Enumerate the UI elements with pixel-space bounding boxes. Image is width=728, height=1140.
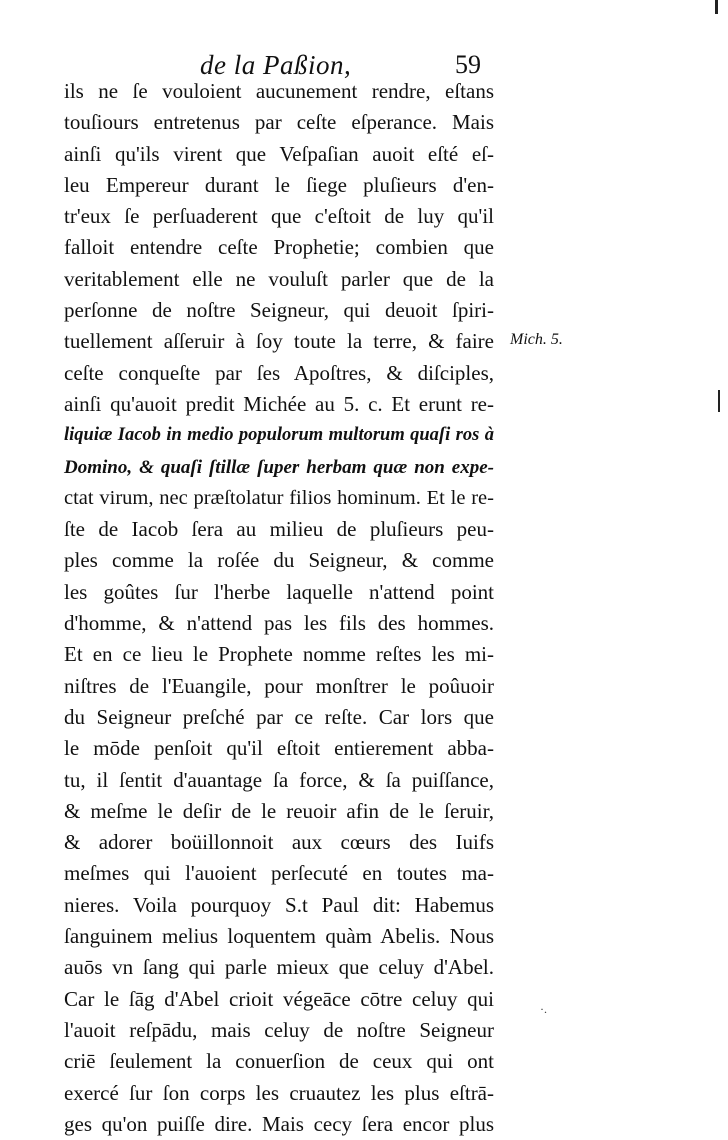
scan-edge-mark bbox=[715, 0, 718, 14]
running-title: de la Paßion, bbox=[200, 50, 352, 80]
text-line-17: les goûtes ſur l'herbe laquelle n'attend point bbox=[64, 579, 494, 604]
text-line-1: ils ne ſe vouloient aucunement rendre, eſtans bbox=[64, 79, 494, 103]
text-line-28: ſanguinem melius loquentem quàm Abelis. Nous bbox=[64, 924, 494, 949]
text-line-4: leu Empereur durant le ſiege pluſieurs d'en- bbox=[64, 172, 494, 197]
scan-edge-mark-middle bbox=[718, 390, 720, 412]
margin-note: Mich. 5. bbox=[510, 331, 563, 348]
body-text bbox=[64, 76, 494, 1140]
text-line-7: veritablement elle ne vouluſt parler que de la bbox=[64, 266, 494, 291]
text-line-27: nieres. Voila pourquoy S.t Paul dit: Habemus bbox=[64, 892, 494, 917]
text-line-26: meſmes qui l'auoient perſecuté en toutes ma- bbox=[64, 861, 494, 886]
text-line-29: auōs vn ſang qui parle mieux que celuy d'Abel. bbox=[64, 955, 494, 980]
text-line-8: perſonne de noſtre Seigneur, qui deuoit ſpiri- bbox=[64, 298, 494, 323]
text-line-5: tr'eux ſe perſuaderent que c'eſtoit de luy qu'il bbox=[64, 204, 494, 229]
text-line-14: ctat virum, nec præſtolatur filios hominum. Et le re- bbox=[64, 486, 494, 509]
text-line-11: ainſi qu'auoit predit Michée au 5. c. Et erunt re- bbox=[64, 391, 494, 416]
text-line-30: Car le ſāg d'Abel crioit végeāce cōtre celuy qui bbox=[64, 986, 494, 1011]
text-line-33: exercé ſur ſon corps les cruautez les plus eſtrā- bbox=[64, 1080, 494, 1105]
text-line-10: ceſte conqueſte par ſes Apoſtres, & diſciples, bbox=[64, 360, 494, 385]
page-number: 59 bbox=[455, 50, 481, 79]
text-line-2: touſiours entretenus par ceſte eſperance. Mais bbox=[64, 110, 494, 135]
text-line-19: Et en ce lieu le Prophete nomme reſtes les mi- bbox=[64, 642, 494, 667]
text-line-31: l'auoit reſpādu, mais celuy de noſtre Seigneur bbox=[64, 1017, 494, 1042]
text-line-9: tuellement aſſeruir à ſoy toute la terre, & faire bbox=[64, 329, 494, 354]
text-line-34: ges qu'on puiſſe dire. Mais cecy ſera encor plus bbox=[64, 1111, 494, 1136]
text-line-20: niſtres de l'Euangile, pour monſtrer le poûuoir bbox=[64, 673, 494, 698]
text-line-22: le mōde penſoit qu'il eſtoit entierement abba- bbox=[64, 736, 494, 761]
text-line-13: Domino, & quaſi ſtillæ ſuper herbam quæ non expe- bbox=[64, 456, 494, 478]
text-line-6: falloit entendre ceſte Prophetie; combien que bbox=[64, 235, 494, 260]
text-line-23: tu, il ſentit d'auantage ſa force, & ſa puiſſance, bbox=[64, 767, 494, 792]
text-line-12: liquiæ Iacob in medio populorum multorum quaſi ros à bbox=[64, 425, 494, 446]
text-line-32: criē ſeulement la conuerſion de ceux qui ont bbox=[64, 1049, 494, 1074]
text-line-16: ples comme la roſée du Seigneur, & comme bbox=[64, 548, 494, 573]
scan-speck: ·. bbox=[540, 1002, 547, 1016]
text-line-25: & adorer boüillonnoit aux cœurs des Iuifs bbox=[64, 830, 494, 855]
text-line-24: & meſme le deſir de le reuoir afin de le ſeruir, bbox=[64, 798, 494, 823]
text-line-3: ainſi qu'ils virent que Veſpaſian auoit eſté eſ- bbox=[64, 141, 494, 166]
text-line-15: ſte de Iacob ſera au milieu de pluſieurs peu- bbox=[64, 517, 494, 542]
text-line-18: d'homme, & n'attend pas les fils des hommes. bbox=[64, 611, 494, 636]
text-line-21: du Seigneur preſché par ce reſte. Car lors que bbox=[64, 704, 494, 729]
